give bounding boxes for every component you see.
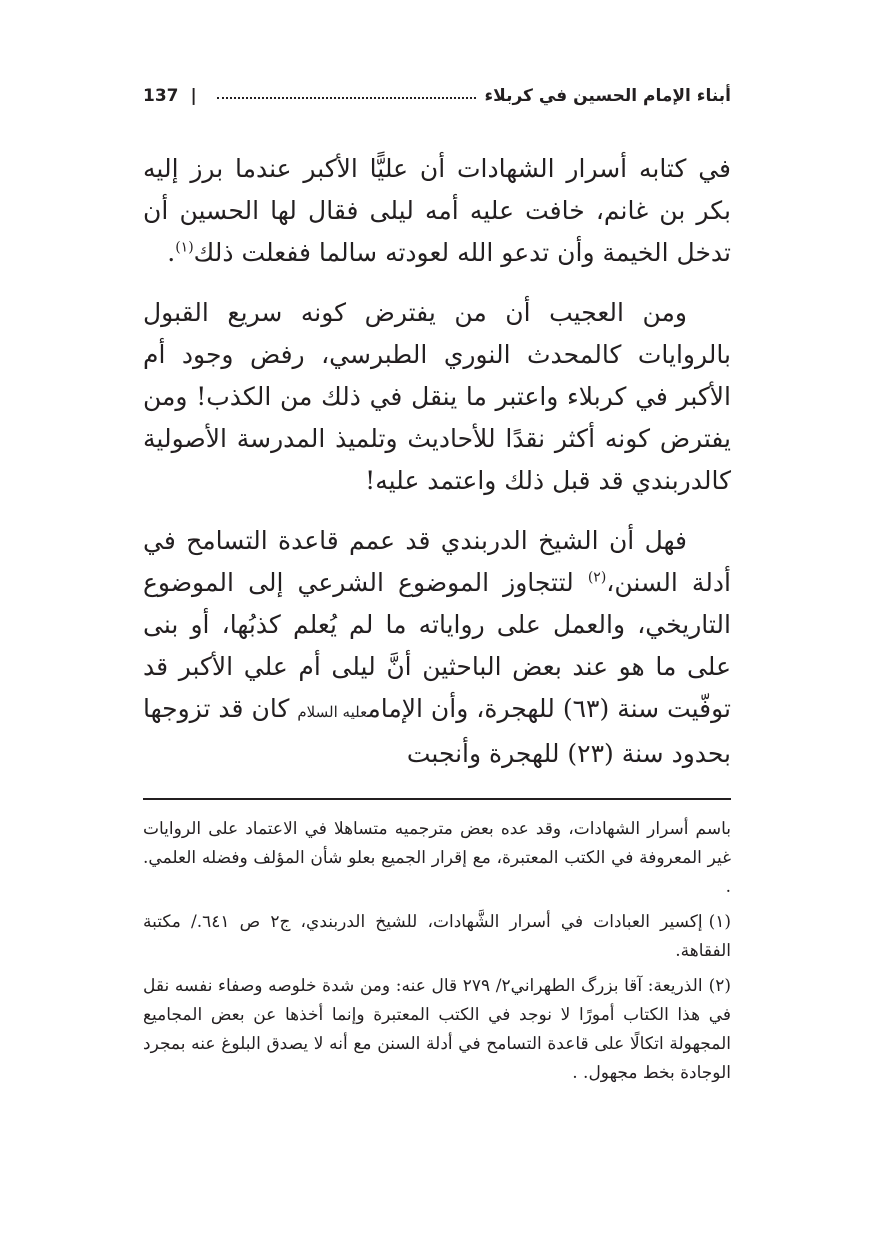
footnote-1-text: إكسير العبادات في أسرار الشَّهادات، للشيخ الدربندي، ج٢ ص ٦٤١./ مكتبة الفقاهة.: [143, 912, 731, 961]
running-header: [143, 80, 731, 112]
paragraph-3-text-a: فهل أن الشيخ الدربندي قد عمم قاعدة التسامح في أدلة السنن،: [143, 526, 731, 597]
dotted-leader: [217, 85, 477, 99]
paragraph-1: [143, 148, 731, 274]
footnote-2: [143, 972, 731, 1088]
page-number: 137: [143, 86, 179, 106]
honorific-mark: عليه السلام: [297, 703, 368, 721]
paragraph-2: ومن العجيب أن من يفترض كونه سريع القبول بالروايات كالمحدث النوري الطبرسي، رفض وجود أم الأكبر في كربلاء واعتبر ما ينقل في ذلك من الكذب! ومن يفترض كونه أكثر نقدًا للأحاديث وتلميذ المدرسة الأصولية كالدربندي قد قبل ذلك واعتمد عليه!: [143, 298, 731, 495]
main-text: [143, 148, 731, 793]
footnote-ref-1: (١): [175, 239, 194, 256]
footnotes: [143, 815, 731, 1094]
footnote-2-text: الذريعة: آقا بزرگ الطهراني٢/ ٢٧٩ قال عنه: ومن شدة خلوصه وصفاء نفسه نقل في هذا الكتاب أمورًا لا نوجد في الكتب المعتبرة وإنما أخذها عن بعض المجاميع المجهولة اتكالًا على قاعدة التسامح في أدلة السنن مع أنه لا يصدق البلوغ عنه بمجرد الوجادة بخط مجهول. .: [143, 976, 731, 1083]
paragraph-3-text-b: لتتجاوز الموضوع الشرعي إلى الموضوع التاريخي، والعمل على رواياته ما لم يُعلم كذبُها، أو بنى على ما هو عند بعض الباحثين أنَّ ليلى أم علي الأكبر قد توفّيت سنة (٦٣) للهجرة، وأن الإمام: [143, 568, 731, 723]
footnote-continuation: باسم أسرار الشهادات، وقد عده بعض مترجميه متساهلا في الاعتماد على الروايات غير المعروفة في الكتب المعتبرة، مع إقرار الجميع بعلو شأن المؤلف وفضله العلمي. .: [143, 819, 731, 897]
header-separator: |: [190, 86, 197, 106]
paragraph-3-text-c: كان قد تزوجها بحدود سنة (٢٣) للهجرة وأنجبت: [143, 694, 731, 768]
footnote-1: [143, 908, 731, 966]
paragraph-1-text: في كتابه أسرار الشهادات أن عليًّا الأكبر عندما برز إليه بكر بن غانم، خافت عليه أمه ليلى فقال لها الحسين أن تدخل الخيمة وأن تدعو الله لعودته سالما ففعلت ذلك: [143, 154, 731, 267]
paragraph-3: [143, 520, 731, 775]
footnote-ref-2: (٢): [587, 569, 607, 586]
footnote-rule: [143, 798, 731, 800]
paragraph-1-end: .: [167, 238, 176, 267]
footnote-1-number: (١): [708, 912, 732, 932]
footnote-2-number: (٢): [708, 976, 731, 996]
book-title: أبناء الإمام الحسين في كربلاء: [484, 86, 731, 106]
